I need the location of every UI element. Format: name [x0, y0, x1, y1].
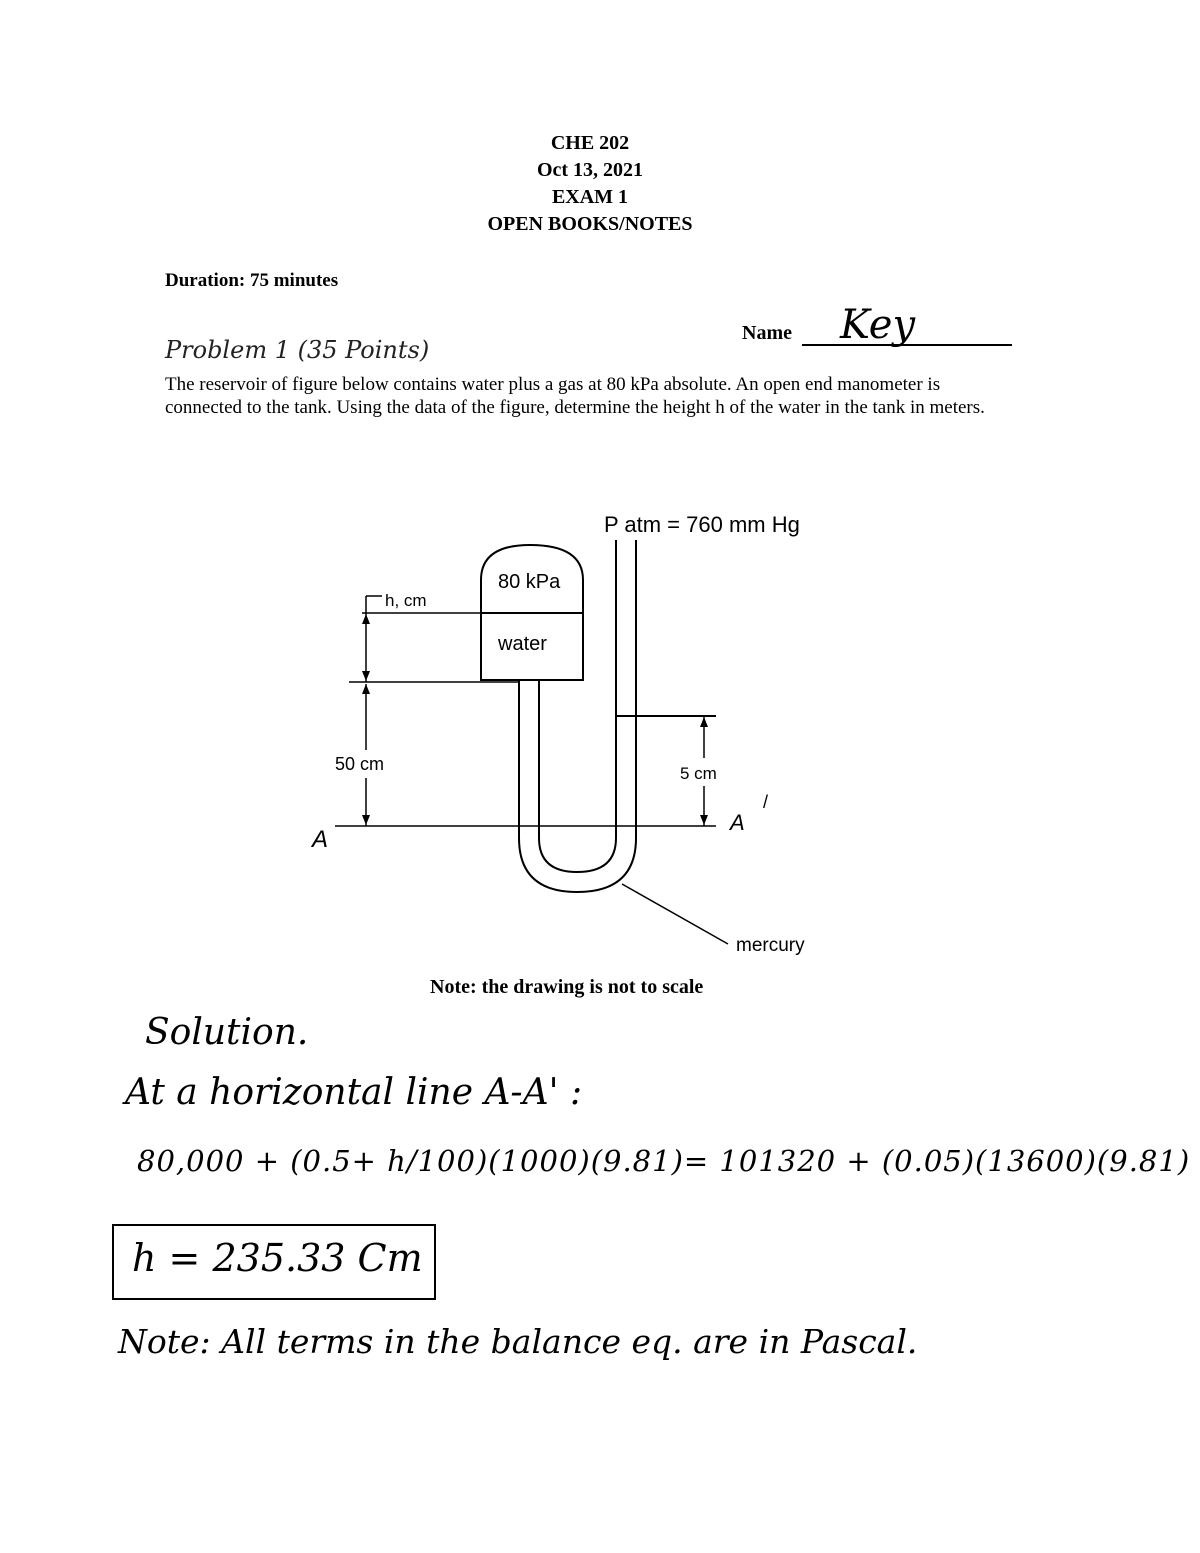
fifty-arrow-down: [362, 815, 370, 825]
name-label: Name: [742, 322, 792, 344]
prime-mark: /: [763, 792, 769, 812]
tank-outline: [481, 545, 583, 680]
answer-box: [112, 1224, 436, 1300]
solution-equation: 80,000 + (0.5+ h/100)(1000)(9.81)= 101320 + (0.05)(13600)(9.81): [137, 1144, 1191, 1178]
problem-statement: The reservoir of figure below contains water plus a gas at 80 kPa absolute. An open end manometer is connected to the tank. Using the data of the figure, determine the height h of the water in the tank in meters.: [165, 374, 985, 418]
name-field: [742, 302, 1012, 348]
point-a-label: A: [312, 826, 329, 853]
solution-note: Note: All terms in the balance eq. are in Pascal.: [118, 1322, 918, 1361]
solution-line-1: At a horizontal line A-A' :: [125, 1072, 583, 1113]
mercury-label: mercury: [736, 935, 805, 956]
solution-heading: Solution.: [145, 1012, 309, 1053]
five-arrow-down: [700, 815, 708, 825]
h-label: h, cm: [385, 591, 427, 610]
fifty-label: 50 cm: [335, 754, 385, 774]
gas-label: 80 kPa: [498, 571, 561, 593]
scale-note: Note: the drawing is not to scale: [430, 976, 704, 998]
water-label: water: [498, 633, 547, 655]
u-tube-inner: [539, 540, 616, 872]
problem-label: Problem 1 (35 Points): [165, 336, 430, 364]
mercury-leader-line: [622, 884, 728, 944]
point-a-prime-label: A: [730, 810, 745, 835]
answer-text: h = 235.33 Cm: [132, 1236, 423, 1280]
patm-label: P atm = 760 mm Hg: [604, 512, 800, 537]
five-arrow-up: [700, 717, 708, 727]
name-value: Key: [840, 302, 916, 348]
duration-text: Duration: 75 minutes: [165, 270, 339, 291]
exam-title: EXAM 1: [551, 186, 629, 208]
exam-policy: OPEN BOOKS/NOTES: [487, 213, 693, 235]
course-code: CHE 202: [550, 132, 630, 154]
h-arrow-up: [362, 614, 370, 624]
h-arrow-down: [362, 671, 370, 681]
five-label: 5 cm: [680, 764, 717, 783]
u-tube-outer: [519, 540, 636, 892]
exam-header: [400, 130, 780, 238]
fifty-arrow-up: [362, 684, 370, 694]
exam-date: Oct 13, 2021: [536, 159, 644, 181]
